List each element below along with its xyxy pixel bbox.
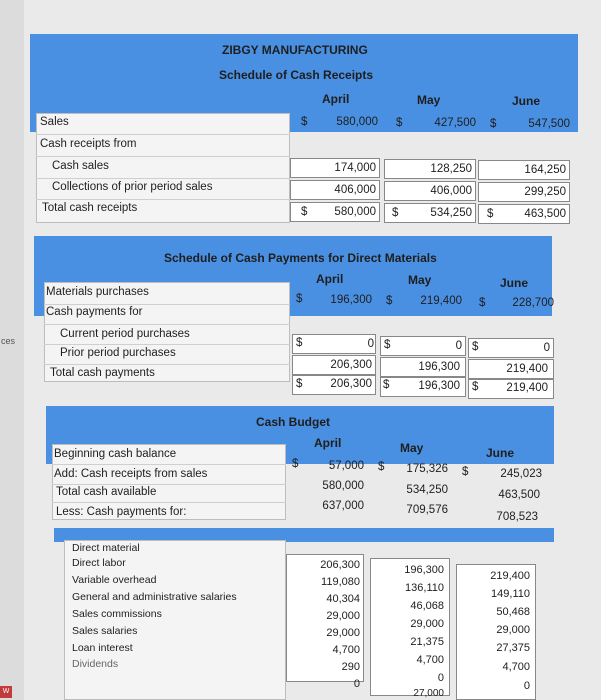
expense-value: 27,000 (413, 688, 444, 699)
receipts-value: 534,250 (430, 207, 472, 219)
payments-row-label: Materials purchases (46, 286, 149, 298)
expense-value: 0 (353, 678, 360, 690)
budget-value: 534,250 (406, 484, 448, 496)
expense-label: Loan interest (72, 642, 133, 654)
expense-value: 0 (437, 672, 444, 684)
expense-value: 27,375 (496, 642, 530, 654)
receipts-value: 427,500 (434, 117, 476, 129)
receipts-row-label: Cash receipts from (40, 138, 137, 150)
expense-label: Direct material (72, 542, 140, 554)
expense-label: Direct labor (72, 557, 126, 569)
currency-sign: $ (384, 339, 391, 351)
row-divider (52, 464, 286, 465)
expense-value: 290 (341, 661, 360, 673)
currency-sign: $ (296, 378, 303, 390)
receipts-row-label: Sales (40, 116, 69, 128)
receipts-month-april: April (322, 92, 350, 106)
budget-value: 175,326 (406, 463, 448, 475)
currency-sign: $ (296, 337, 303, 349)
row-divider (44, 344, 290, 345)
budget-row-label: Less: Cash payments for: (56, 506, 187, 518)
payments-value: 219,400 (506, 363, 548, 375)
currency-sign: $ (462, 466, 469, 478)
currency-sign: $ (396, 117, 403, 129)
currency-sign: $ (301, 116, 308, 128)
budget-value: 463,500 (498, 489, 540, 501)
currency-sign: $ (479, 297, 486, 309)
payments-value: 219,400 (420, 295, 462, 307)
expense-value: 29,000 (326, 627, 360, 639)
currency-sign: $ (383, 379, 390, 391)
payments-row-label: Total cash payments (50, 367, 155, 379)
receipts-value: 463,500 (524, 208, 566, 220)
budget-row-label: Total cash available (56, 486, 157, 498)
expense-label: Sales commissions (72, 608, 162, 620)
currency-sign: $ (292, 458, 299, 470)
currency-sign: $ (472, 381, 479, 393)
payments-month-june: June (500, 276, 529, 290)
row-divider (44, 304, 290, 305)
strip-label: ces (1, 336, 16, 346)
budget-value: 708,523 (496, 511, 538, 523)
expense-value: 149,110 (491, 588, 530, 600)
payments-row-label: Cash payments for (46, 306, 143, 318)
expense-value: 206,300 (320, 559, 360, 571)
budget-row-label: Add: Cash receipts from sales (54, 468, 208, 480)
row-divider (36, 178, 290, 179)
expense-value: 29,000 (326, 610, 360, 622)
expense-label: Dividends (72, 658, 119, 670)
payments-value: 196,300 (418, 380, 460, 392)
row-divider (36, 134, 290, 135)
strip-badge: W (0, 686, 12, 698)
payments-value: 196,300 (418, 361, 460, 373)
currency-sign: $ (386, 295, 393, 307)
receipts-month-may: May (417, 93, 441, 107)
payments-row-label: Current period purchases (60, 328, 190, 340)
receipts-value: 406,000 (334, 184, 376, 196)
currency-sign: $ (378, 461, 385, 473)
currency-sign: $ (490, 118, 497, 130)
budget-value: 57,000 (328, 460, 364, 472)
expense-value: 219,400 (490, 570, 530, 582)
row-divider (44, 324, 290, 325)
receipts-month-june: June (512, 94, 541, 108)
expense-label: General and administrative salaries (72, 591, 237, 603)
receipts-value: 547,500 (528, 118, 570, 130)
receipts-value: 164,250 (524, 164, 566, 176)
receipts-value: 580,000 (336, 116, 378, 128)
currency-sign: $ (392, 207, 399, 219)
budget-row-label: Beginning cash balance (54, 448, 177, 460)
budget-month-april: April (314, 436, 342, 450)
receipts-value: 128,250 (430, 163, 472, 175)
budget-value: 709,576 (406, 504, 448, 516)
receipts-value: 580,000 (334, 206, 376, 218)
payments-month-may: May (408, 273, 432, 287)
currency-sign: $ (472, 341, 479, 353)
budget-month-june: June (486, 446, 515, 460)
budget-month-may: May (400, 441, 424, 455)
payments-month-april: April (316, 272, 344, 286)
payments-value: 0 (455, 340, 462, 352)
expense-value: 4,700 (416, 654, 444, 666)
expense-value: 29,000 (410, 618, 444, 630)
row-divider (52, 502, 286, 503)
expense-value: 46,068 (410, 600, 444, 612)
budget-value: 580,000 (322, 480, 364, 492)
company-name: ZIBGY MANUFACTURING (222, 43, 368, 57)
expense-value: 4,700 (502, 661, 530, 673)
payments-value: 206,300 (330, 359, 372, 371)
expense-value: 50,468 (496, 606, 530, 618)
row-divider (52, 484, 286, 485)
payments-title: Schedule of Cash Payments for Direct Materials (164, 251, 437, 265)
expense-value: 21,375 (410, 636, 444, 648)
receipts-value: 406,000 (430, 185, 472, 197)
budget-value: 637,000 (322, 500, 364, 512)
payments-value: 206,300 (330, 378, 372, 390)
expense-value: 196,300 (404, 564, 444, 576)
row-divider (36, 199, 290, 200)
expense-label: Variable overhead (72, 574, 157, 586)
row-divider (36, 156, 290, 157)
expense-value: 0 (523, 680, 530, 692)
budget-value: 245,023 (500, 468, 542, 480)
receipts-value: 174,000 (334, 162, 376, 174)
expense-value: 136,110 (405, 582, 444, 594)
payments-value: 196,300 (330, 294, 372, 306)
receipts-row-label: Collections of prior period sales (52, 181, 213, 193)
receipts-row-label: Total cash receipts (42, 202, 138, 214)
expense-value: 29,000 (496, 624, 530, 636)
payments-value: 219,400 (506, 382, 548, 394)
currency-sign: $ (487, 208, 494, 220)
expense-value: 4,700 (332, 644, 360, 656)
expense-label: Sales salaries (72, 625, 138, 637)
receipts-title: Schedule of Cash Receipts (219, 68, 374, 82)
payments-value: 228,700 (512, 297, 554, 309)
expense-value: 40,304 (326, 593, 360, 605)
currency-sign: $ (296, 293, 303, 305)
receipts-value: 299,250 (524, 186, 566, 198)
budget-title: Cash Budget (256, 415, 331, 429)
receipts-row-label: Cash sales (52, 160, 109, 172)
left-panel-strip (0, 0, 24, 700)
currency-sign: $ (301, 206, 308, 218)
payments-row-label: Prior period purchases (60, 347, 176, 359)
payments-value: 0 (543, 342, 550, 354)
expense-value: 119,080 (321, 576, 360, 588)
payments-value: 0 (367, 338, 374, 350)
row-divider (44, 364, 290, 365)
